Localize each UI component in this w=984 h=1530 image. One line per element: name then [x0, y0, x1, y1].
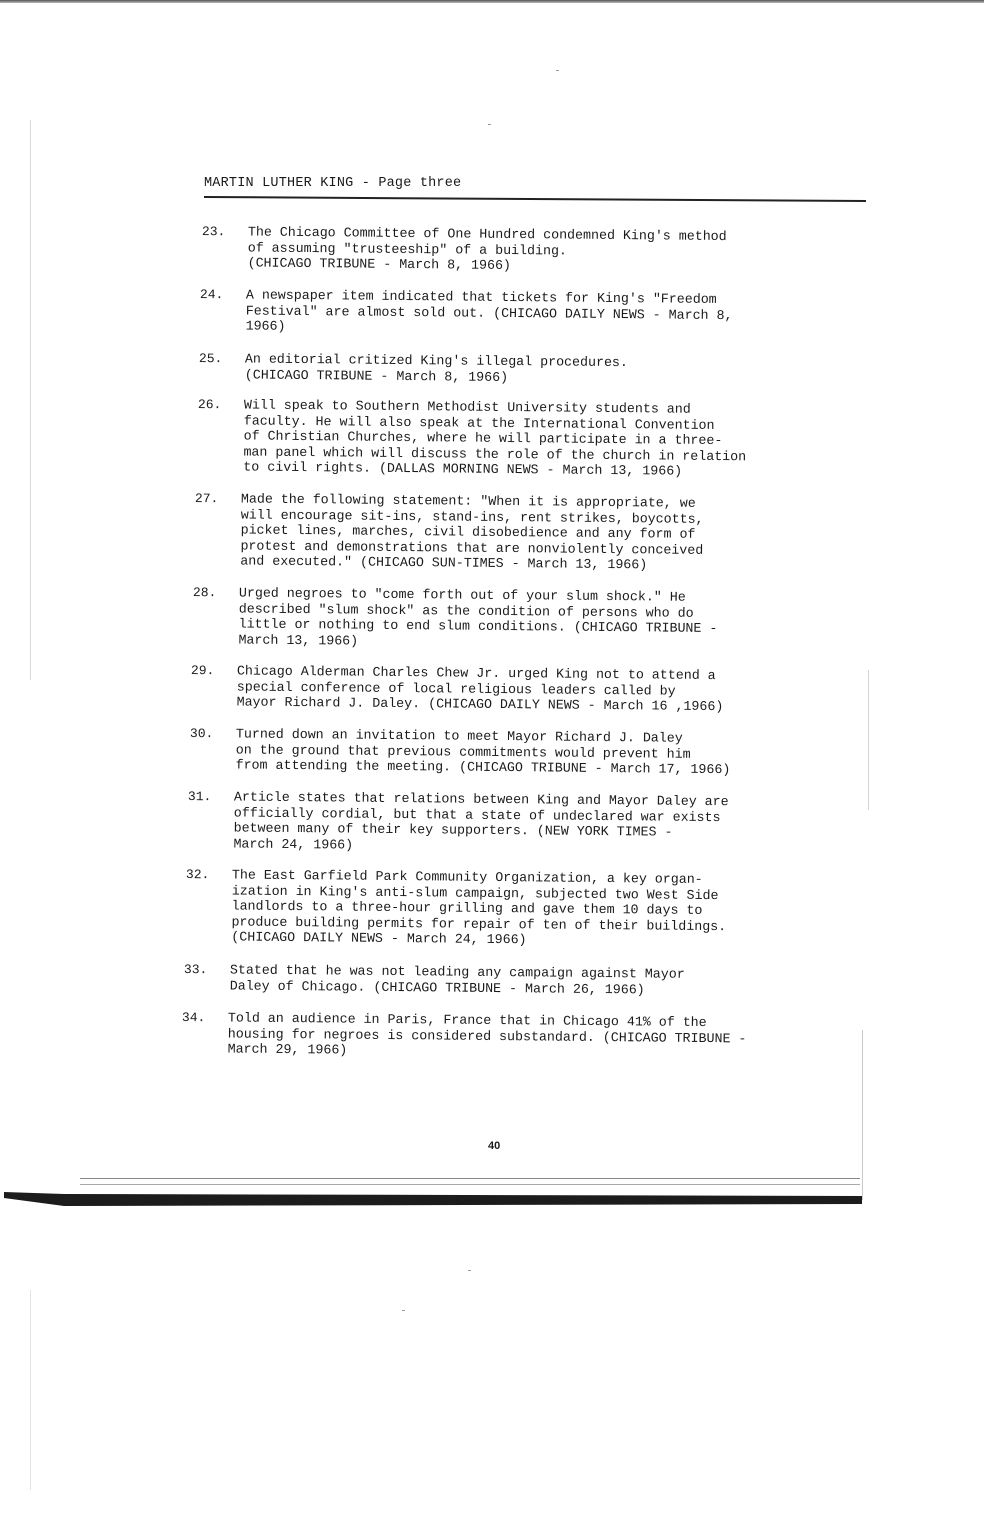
entry-text: The Chicago Committee of One Hundred condemned King's method of assuming "trusteeship" of a building. (CHICAGO TRIBUNE - March 8, 1966)	[247, 224, 727, 273]
list-item	[190, 663, 791, 715]
list-item	[181, 1010, 782, 1058]
list-item	[198, 351, 799, 385]
entry-text: Will speak to Southern Methodist University students and faculty. He will also speak at the International Convention of Christian Churches, where he will participate in a three- man panel which will discuss the role of the church in relation to civil rights. (DALLAS MORNING NEWS - March 13, 1966)	[243, 397, 747, 479]
page-bottom-edge	[4, 1190, 862, 1208]
list-item	[185, 867, 786, 948]
footer-rule	[80, 1178, 860, 1179]
entry-number: 29.	[190, 663, 215, 679]
entry-number: 33.	[183, 962, 208, 978]
entry-number: 28.	[192, 585, 217, 601]
list-item	[194, 491, 795, 573]
footer-rule-secondary	[80, 1184, 860, 1185]
entry-number: 34.	[181, 1010, 206, 1026]
list-item	[192, 585, 793, 649]
entry-text: Chicago Alderman Charles Chew Jr. urged King not to attend a special conference of local religious leaders called by Mayor Richard J. Daley. (CHICAGO DAILY NEWS - March 16 ,1966)	[236, 663, 724, 715]
list-item	[199, 287, 800, 334]
list-item	[183, 962, 784, 997]
scan-speck	[468, 1270, 471, 1271]
entry-text: Made the following statement: "When it is appropriate, we will encourage sit-ins, stand-ins, rent strikes, boycotts, picket lines, marches, civil disobedience and any form of protest and demonstrations that are nonviolently conceived and executed." (CHICAGO SUN-TIMES - March 13, 1966)	[240, 491, 704, 573]
list-item	[197, 397, 798, 479]
entry-number: 25.	[198, 351, 223, 367]
page-header: MARTIN LUTHER KING - Page three	[204, 176, 462, 191]
entry-number: 27.	[194, 491, 219, 507]
entry-number: 24.	[199, 287, 224, 303]
entry-text: Turned down an invitation to meet Mayor Richard J. Daley on the ground that previous commitments would prevent him from attending the meeting. (CHICAGO TRIBUNE - March 17, 1966)	[235, 726, 731, 778]
entry-number: 26.	[197, 397, 222, 413]
list-item	[201, 224, 802, 273]
list-item	[189, 726, 790, 778]
scan-speck	[402, 1310, 405, 1311]
entry-text: Article states that relations between King and Mayor Daley are officially cordial, but that a state of undeclared war exists between many of their key supporters. (NEW YORK TIMES - March 24, 1966)	[233, 789, 729, 853]
scan-speck	[488, 124, 491, 125]
entry-text: Urged negroes to "come forth out of your slum shock." He described "slum shock" as the condition of persons who do little or nothing to end slum conditions. (CHICAGO TRIBUNE - March 13, 1966)	[238, 585, 718, 649]
entry-text: An editorial critized King's illegal procedures. (CHICAGO TRIBUNE - March 8, 1966)	[244, 351, 628, 385]
entry-number: 23.	[201, 224, 226, 240]
entry-text: The East Garfield Park Community Organization, a key organ- ization in King's anti-slum campaign, subjected two West Side landlords to a three-hour grilling and gave them 10 days to produce building permits for repair of ten of their buildings. (CHICAGO DAILY NEWS - March 24, 1966)	[231, 867, 727, 948]
entry-number: 32.	[185, 867, 210, 883]
scan-speck	[556, 70, 559, 71]
page-number: 40	[488, 1140, 501, 1152]
entry-number: 30.	[189, 726, 214, 742]
entry-number: 31.	[187, 789, 212, 805]
entry-text: Stated that he was not leading any campaign against Mayor Daley of Chicago. (CHICAGO TRIBUNE - March 26, 1966)	[229, 962, 685, 997]
scan-margin-line-lower	[30, 1290, 31, 1490]
entry-text: A newspaper item indicated that tickets for King's "Freedom Festival" are almost sold out. (CHICAGO DAILY NEWS - March 8, 1966)	[245, 287, 733, 334]
entry-text: Told an audience in Paris, France that in Chicago 41% of the housing for negroes is considered substandard. (CHICAGO TRIBUNE - March 29, 1966)	[227, 1010, 747, 1058]
list-item	[187, 789, 788, 853]
